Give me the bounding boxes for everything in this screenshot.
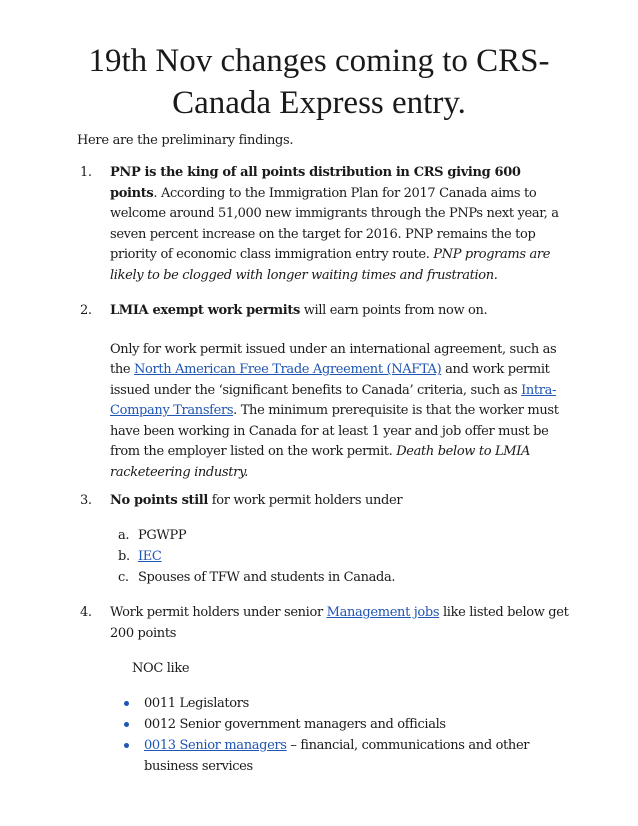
item-bold-text: LMIA exempt work permits bbox=[110, 303, 300, 318]
bullet-text: – financial, communications and other business services bbox=[144, 738, 530, 774]
sub-list-item bbox=[118, 567, 395, 588]
sub-list-item bbox=[118, 546, 395, 567]
item-bold-text: PNP is the king of all points distribution in CRS giving 600 points bbox=[110, 165, 521, 201]
item-bold-text: No points still bbox=[110, 493, 208, 508]
nafta-link[interactable]: North American Free Trade Agreement (NAFTA) bbox=[134, 362, 442, 377]
sub-item-text: PGWPP bbox=[138, 528, 187, 543]
item-text: will earn points from now on. bbox=[299, 303, 488, 318]
item-text: . According to the Immigration Plan for 2017 Canada aims to welcome around 51,000 new immigrants through the PNPs next year, a seven percent increase on the target for 2016. PNP remains the top priority of economic class immigration entry route. bbox=[110, 185, 559, 262]
item-text: . The minimum prerequisite is that the worker must have been working in Canada for at least 1 year and job offer must be from the employer listed on the work permit. bbox=[110, 403, 559, 459]
item-italic-text: PNP programs are likely to be clogged with longer waiting times and frustration. bbox=[110, 247, 551, 283]
bullet-list bbox=[124, 693, 544, 777]
item-italic-text: Death below to LMIA racketeering industry. bbox=[110, 444, 531, 480]
sub-item-text: Spouses of TFW and students in Canada. bbox=[138, 570, 396, 585]
intro-text: Here are the preliminary findings. bbox=[77, 133, 294, 148]
bullet-item bbox=[124, 714, 544, 735]
title-line-2: Canada Express entry. bbox=[172, 85, 466, 121]
list-item-2 bbox=[80, 301, 570, 483]
list-item-1 bbox=[80, 163, 570, 286]
item-text: Work permit holders under senior bbox=[110, 605, 327, 620]
sub-list-item bbox=[118, 525, 395, 546]
item-number: 2. bbox=[80, 303, 92, 318]
bullet-dot-icon bbox=[124, 722, 129, 727]
bullet-dot-icon bbox=[124, 701, 129, 706]
item-number: 1. bbox=[80, 165, 92, 180]
intra-company-transfers-link[interactable]: Intra-Company Transfers bbox=[110, 382, 557, 418]
sub-item-letter: a. bbox=[118, 528, 130, 543]
item-text: like listed below get 200 points bbox=[110, 605, 569, 641]
sub-item-letter: c. bbox=[118, 570, 129, 585]
page-title bbox=[40, 40, 598, 124]
bullet-item bbox=[124, 735, 544, 777]
item-number: 4. bbox=[80, 605, 92, 620]
item-text: Only for work permit issued under an international agreement, such as the bbox=[110, 341, 557, 377]
item-text: and work permit issued under the ‘significant benefits to Canada’ criteria, such as bbox=[110, 362, 550, 398]
bullet-item bbox=[124, 693, 544, 714]
sub-item-letter: b. bbox=[118, 549, 130, 564]
list-item-3 bbox=[80, 491, 570, 512]
item-number: 3. bbox=[80, 493, 92, 508]
item-text: for work permit holders under bbox=[207, 493, 403, 508]
noc-label: NOC like bbox=[132, 661, 190, 676]
management-jobs-link[interactable]: Management jobs bbox=[326, 605, 440, 620]
list-item-4 bbox=[80, 603, 570, 644]
bullet-text: 0011 Legislators bbox=[144, 696, 249, 711]
senior-managers-link[interactable]: 0013 Senior managers bbox=[144, 738, 287, 753]
iec-link[interactable]: IEC bbox=[138, 549, 162, 564]
bullet-dot-icon bbox=[124, 743, 129, 748]
bullet-text: 0012 Senior government managers and officials bbox=[144, 717, 446, 732]
sub-list bbox=[118, 525, 395, 588]
title-line-1: 19th Nov changes coming to CRS- bbox=[88, 43, 550, 79]
